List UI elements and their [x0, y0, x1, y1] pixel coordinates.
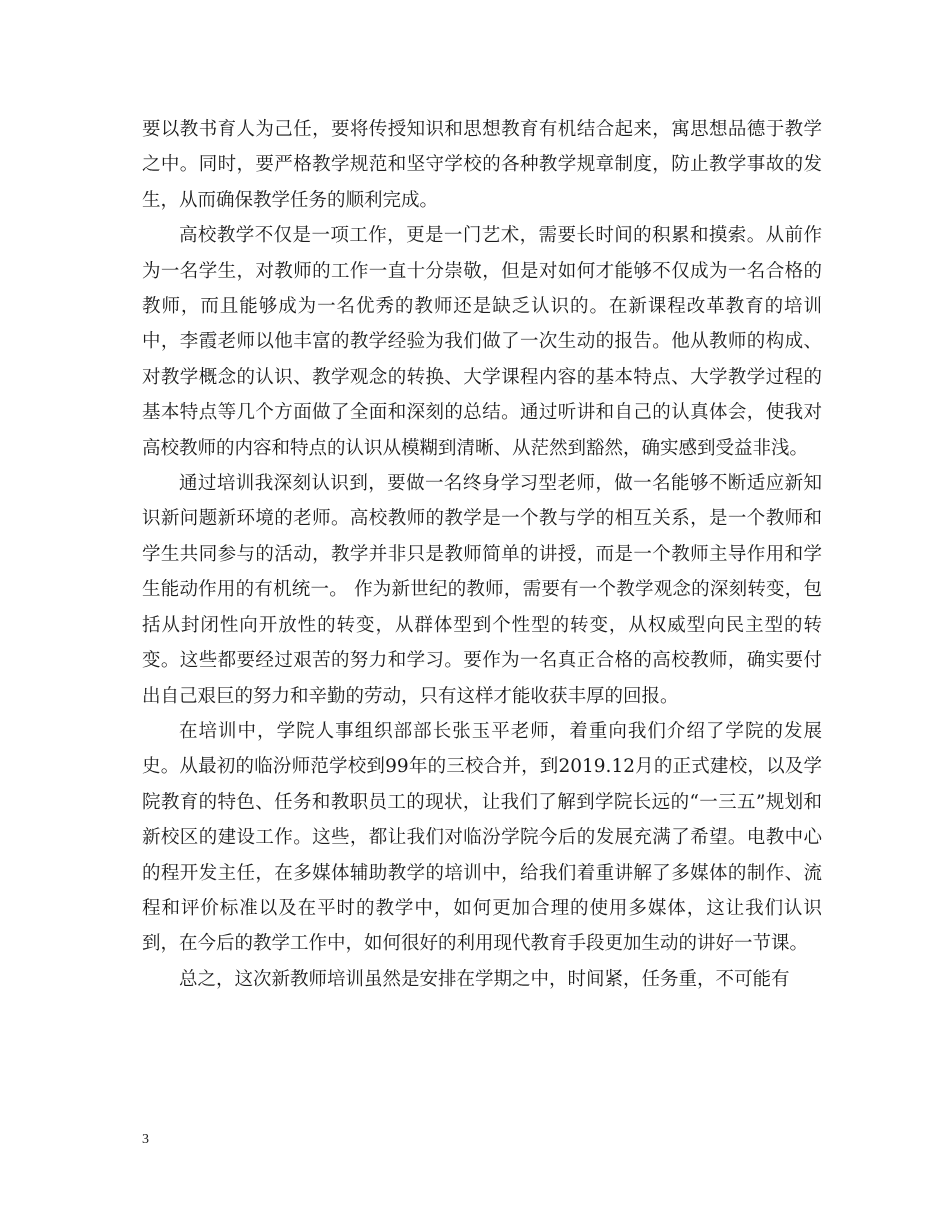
paragraph: 要以教书育人为己任，要将传授知识和思想教育有机结合起来，寓思想品德于教学之中。同时，要严格教学规范和坚守学校的各种教学规章制度，防止教学事故的发生，从而确保教学任务的顺利完成。 [142, 119, 822, 211]
paragraph: 通过培训我深刻认识到，要做一名终身学习型老师，做一名能够不断适应新知识新问题新环境的老师。高校教师的教学是一个教与学的相互关系，是一个教师和学生共同参与的活动，教学并非只是教师简单的讲授，而是一个教师主导作用和学生能动作用的有机统一。 作为新世纪的教师，需要有一个教学观念的深刻转变，包括从封闭性向开放性的转变，从群体型到个性型的转变，从权威型向民主型的转变。这些都要经过艰苦的努力和学习。要作为一名真正合格的高校教师，确实要付出自己艰巨的努力和辛勤的劳动，只有这样才能收获丰厚的回报。 [142, 473, 822, 707]
document-body [142, 112, 822, 997]
paragraph: 在培训中，学院人事组织部部长张玉平老师，着重向我们介绍了学院的发展史。从最初的临汾师范学校到99年的三校合并，到2019.12月的正式建校，以及学院教育的特色、任务和教职员工的现状，让我们了解到学院长远的“一三五”规划和新校区的建设工作。这些，都让我们对临汾学院今后的发展充满了希望。电教中心的程开发主任，在多媒体辅助教学的培训中，给我们着重讲解了多媒体的制作、流程和评价标准以及在平时的教学中，如何更加合理的使用多媒体，这让我们认识到，在今后的教学工作中，如何很好的利用现代教育手段更加生动的讲好一节课。 [142, 720, 822, 955]
page-number: 3 [142, 1132, 149, 1147]
paragraph: 高校教学不仅是一项工作，更是一门艺术，需要长时间的积累和摸索。从前作为一名学生，对教师的工作一直十分崇敬，但是对如何才能够不仅成为一名合格的教师，而且能够成为一名优秀的教师还是缺乏认识的。在新课程改革教育的培训中，李霞老师以他丰富的教学经验为我们做了一次生动的报告。他从教师的构成、对教学概念的认识、教学观念的转换、大学课程内容的基本特点、大学教学过程的基本特点等几个方面做了全面和深刻的总结。通过听讲和自己的认真体会，使我对高校教师的内容和特点的认识从模糊到清晰、从茫然到豁然，确实感到受益非浅。 [142, 225, 822, 459]
paragraph: 总之，这次新教师培训虽然是安排在学期之中，时间紧，任务重，不可能有 [179, 968, 790, 990]
